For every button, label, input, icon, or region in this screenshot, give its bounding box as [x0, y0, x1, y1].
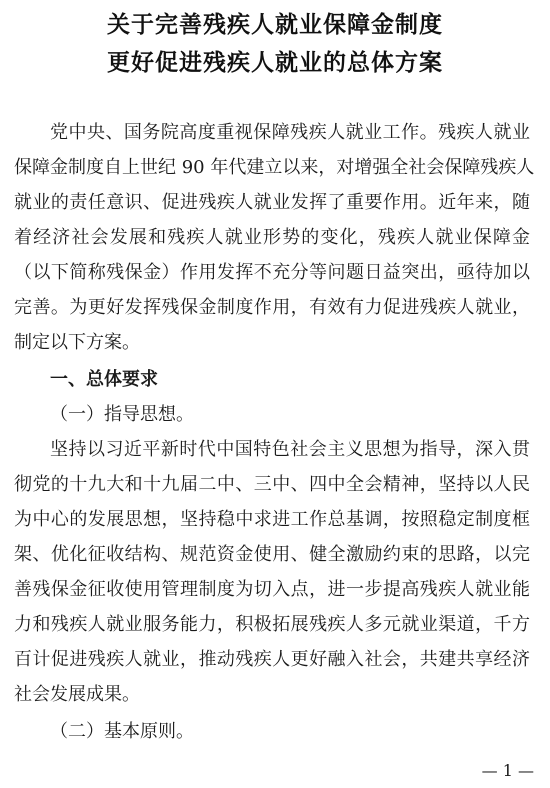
intro-paragraph-line: 就业的责任意识、促进残疾人就业发挥了重要作用。近年来，随 [14, 192, 530, 213]
intro-paragraph-line: 着经济社会发展和残疾人就业形势的变化，残疾人就业保障金 [14, 227, 530, 248]
page-number: — 1 — [481, 761, 534, 780]
intro-paragraph-line: 党中央、国务院高度重视保障残疾人就业工作。残疾人就业 [50, 122, 530, 143]
document-title-line-1: 关于完善残疾人就业保障金制度 [107, 11, 443, 38]
subsection-heading-guiding-ideology: （一）指导思想。 [50, 404, 194, 425]
document-title-line-2: 更好促进残疾人就业的总体方案 [107, 49, 443, 76]
guiding-paragraph-line: 为中心的发展思想，坚持稳中求进工作总基调，按照稳定制度框 [14, 509, 530, 530]
guiding-paragraph-line: 架、优化征收结构、规范资金使用、健全激励约束的思路，以完 [14, 544, 530, 565]
subsection-heading-basic-principles: （二）基本原则。 [50, 721, 194, 742]
intro-paragraph-line: 制定以下方案。 [14, 332, 140, 353]
guiding-paragraph-line: 社会发展成果。 [14, 684, 140, 705]
guiding-paragraph-line: 彻党的十九大和十九届二中、三中、四中全会精神，坚持以人民 [14, 474, 530, 495]
intro-paragraph-line: 完善。为更好发挥残保金制度作用，有效有力促进残疾人就业， [14, 297, 530, 318]
guiding-paragraph-line: 力和残疾人就业服务能力，积极拓展残疾人多元就业渠道，千方 [14, 614, 530, 635]
section-heading-general-requirements: 一、总体要求 [50, 369, 158, 390]
intro-paragraph-line: 保障金制度自上世纪 90 年代建立以来，对增强全社会保障残疾人 [14, 157, 535, 178]
guiding-paragraph-line: 百计促进残疾人就业，推动残疾人更好融入社会，共建共享经济 [14, 649, 530, 670]
guiding-paragraph-line: 善残保金征收使用管理制度为切入点，进一步提高残疾人就业能 [14, 579, 530, 600]
guiding-paragraph-line: 坚持以习近平新时代中国特色社会主义思想为指导，深入贯 [50, 439, 530, 460]
intro-paragraph-line: （以下简称残保金）作用发挥不充分等问题日益突出，亟待加以 [14, 262, 530, 283]
